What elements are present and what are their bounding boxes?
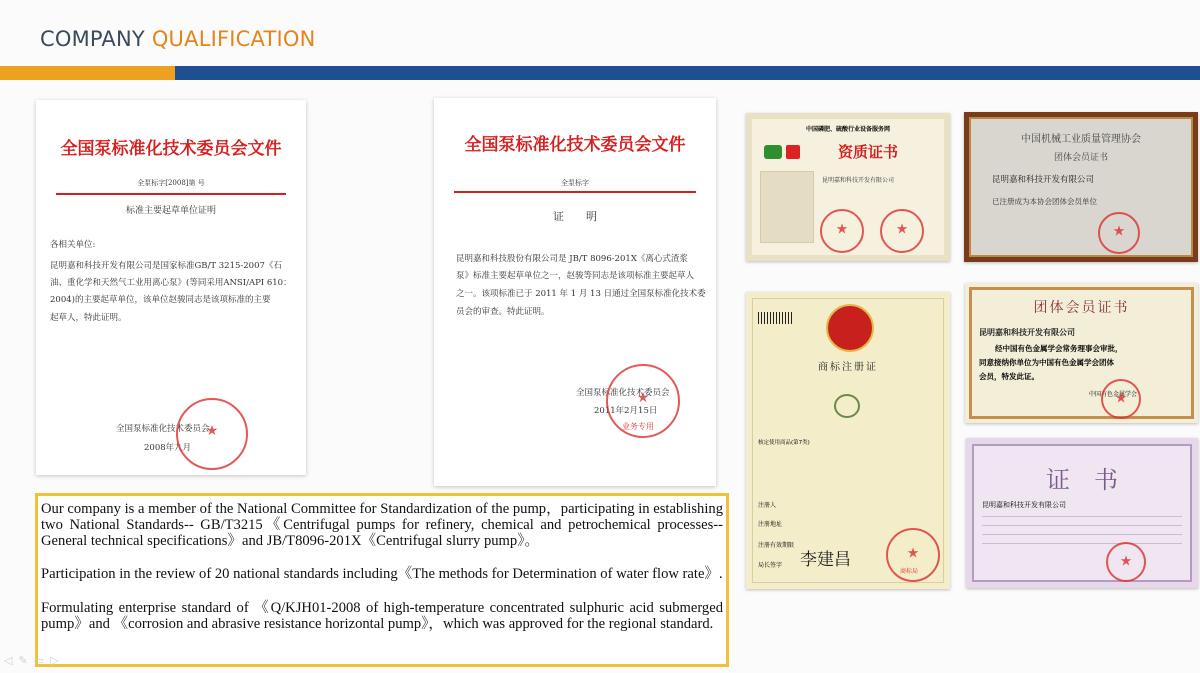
certificate-qualification bbox=[746, 113, 950, 261]
doc2-heading: 全国泵标准化技术委员会文件 bbox=[464, 135, 686, 155]
cert-tm-seal-text: 商标局 bbox=[900, 568, 919, 575]
description-para-1: Our company is a member of the National Committee for Standardization of the pump，participating in establishing two National Standards-- GB/T3215《Centrifugal pumps for refinery, chemical and petrochemical processes--General technical specifications》and JB/T8096-201X《Centrifugal slurry pump》。 bbox=[41, 501, 723, 549]
doc1-red-rule bbox=[56, 193, 286, 195]
doc2-body-line-1: 昆明嘉和科技股份有限公司是 JB/T 8096-201X《离心式渣浆 bbox=[456, 254, 688, 264]
doc1-number: 全泵标字[2008]第 号 bbox=[137, 179, 205, 187]
cert-qual-logo-icon bbox=[764, 145, 782, 159]
doc2-body-line-4: 员会的审查。特此证明。 bbox=[456, 307, 550, 317]
cert-mach-org: 中国机械工业质量管理协会 bbox=[1021, 134, 1141, 145]
cert-qual-table bbox=[760, 171, 814, 243]
doc1-date: 2008年九月 bbox=[144, 443, 192, 453]
cert-metal-company: 昆明嘉和科技开发有限公司 bbox=[979, 328, 1075, 337]
page-title bbox=[40, 27, 316, 51]
cert-metal-line3: 会员，特发此证。 bbox=[979, 372, 1039, 381]
description-textbox bbox=[35, 493, 729, 667]
cert-tm-field1: 核定使用商品(第7类) bbox=[758, 440, 810, 446]
doc1-heading: 全国泵标准化技术委员会文件 bbox=[60, 139, 282, 159]
doc1-body-line-3: 2004)的主要起草单位，该单位赵骏同志是该项标准的主要 bbox=[50, 295, 271, 305]
doc1-signature: 全国泵标准化技术委员会 bbox=[116, 424, 210, 434]
national-emblem-icon bbox=[826, 304, 874, 352]
cert-purple-seal bbox=[1106, 542, 1146, 582]
doc1-body-line-2: 油、重化学和天然气工业用离心泵》(等同采用ANSI/API 610： bbox=[50, 278, 292, 288]
cert-purple-company: 昆明嘉和科技开发有限公司 bbox=[982, 501, 1066, 509]
menu-icon[interactable]: ▭ bbox=[33, 655, 51, 667]
certificate-nonferrous-society bbox=[965, 283, 1198, 423]
prev-slide-icon[interactable]: ◁ bbox=[4, 655, 19, 667]
description-para-2: Participation in the review of 20 national standards including《The methods for Determination of water flow rate》. bbox=[41, 566, 723, 582]
cert-qual-title: 资质证书 bbox=[837, 143, 898, 161]
doc2-signature: 全国泵标准化技术委员会 bbox=[576, 388, 670, 398]
doc1-body-line-1: 昆明嘉和科技开发有限公司是国家标准GB/T 3215-2007《石 bbox=[50, 261, 282, 271]
certificate-purple bbox=[966, 438, 1198, 588]
slide-nav-controls[interactable] bbox=[4, 654, 65, 667]
cert-tm-field4: 注册有效期限 bbox=[758, 542, 795, 549]
doc2-body-line-3: 之一。该项标准已于 2011 年 1 月 13 日通过全国泵标准化技术委 bbox=[456, 289, 706, 299]
cert-tm-field2: 注册人 bbox=[758, 502, 777, 509]
cert-metal-title: 团体会员证书 bbox=[1033, 300, 1130, 316]
doc1-red-seal bbox=[176, 398, 248, 470]
barcode-icon bbox=[758, 312, 792, 324]
cert-mach-seal bbox=[1098, 212, 1140, 254]
next-slide-icon[interactable]: ▷ bbox=[50, 655, 65, 667]
trademark-logo-icon bbox=[834, 394, 860, 418]
cert-tm-title: 商标注册证 bbox=[818, 362, 878, 373]
cert-qual-seal-2 bbox=[880, 209, 924, 253]
cert-qual-company: 昆明嘉和科技开发有限公司 bbox=[822, 177, 895, 184]
header-bar-orange bbox=[0, 66, 175, 80]
doc2-red-rule bbox=[454, 191, 696, 193]
cert-mach-subtitle: 团体会员证书 bbox=[1053, 153, 1108, 163]
cert-metal-line2: 同意接纳你单位为中国有色金属学会团体 bbox=[979, 358, 1114, 367]
pen-icon[interactable]: ✎ bbox=[18, 655, 34, 667]
doc2-date: 2011年2月15日 bbox=[594, 406, 658, 416]
doc2-body-line-2: 泵》标准主要起草单位之一，赵骏等同志是该项标准主要起草人 bbox=[456, 271, 695, 281]
cert-tm-field3: 注册地址 bbox=[758, 521, 783, 528]
cert-qual-seal bbox=[820, 209, 864, 253]
standard-document-1 bbox=[36, 100, 306, 475]
cert-tm-field5: 局长签字 bbox=[758, 562, 783, 569]
cert-metal-seal bbox=[1101, 379, 1141, 419]
cert-qual-org: 中国磷肥、硫酸行业设备服务网 bbox=[805, 126, 890, 133]
header-bar-blue bbox=[175, 66, 1200, 80]
standard-document-2 bbox=[434, 98, 716, 486]
cert-metal-line1: 经中国有色金属学会常务理事会审批， bbox=[995, 344, 1123, 353]
cert-mach-company: 昆明嘉和科技开发有限公司 bbox=[992, 175, 1095, 185]
description-para-3: Formulating enterprise standard of 《Q/KJH01-2008 of high-temperature concentrated sulphuric acid submerged pump》and 《corrosion and abrasive resistance horizontal pump》，which was approved for the regional standard. bbox=[41, 600, 723, 632]
cert-tm-signature: 李建昌 bbox=[800, 550, 851, 570]
cert-metal-issuer: 中国有色金属学会 bbox=[1089, 391, 1138, 398]
doc2-number: 全泵标字 bbox=[561, 179, 589, 187]
cert-purple-body-lines bbox=[982, 516, 1182, 552]
title-company: COMPANY bbox=[40, 27, 145, 51]
doc1-salutation: 各相关单位: bbox=[50, 240, 96, 250]
doc2-seal-text: 业务专用 bbox=[622, 422, 654, 431]
doc1-body-line-4: 起草人，特此证明。 bbox=[50, 313, 127, 323]
title-qualification: QUALIFICATION bbox=[151, 27, 316, 51]
doc2-subject: 证 明 bbox=[553, 210, 597, 223]
certificate-machinery-association bbox=[964, 112, 1198, 262]
doc1-subject: 标准主要起草单位证明 bbox=[125, 206, 216, 216]
cert-mach-text: 已注册成为本协会团体会员单位 bbox=[992, 197, 1097, 206]
certificate-trademark bbox=[746, 292, 950, 589]
cert-purple-title: 证 书 bbox=[1046, 466, 1118, 494]
